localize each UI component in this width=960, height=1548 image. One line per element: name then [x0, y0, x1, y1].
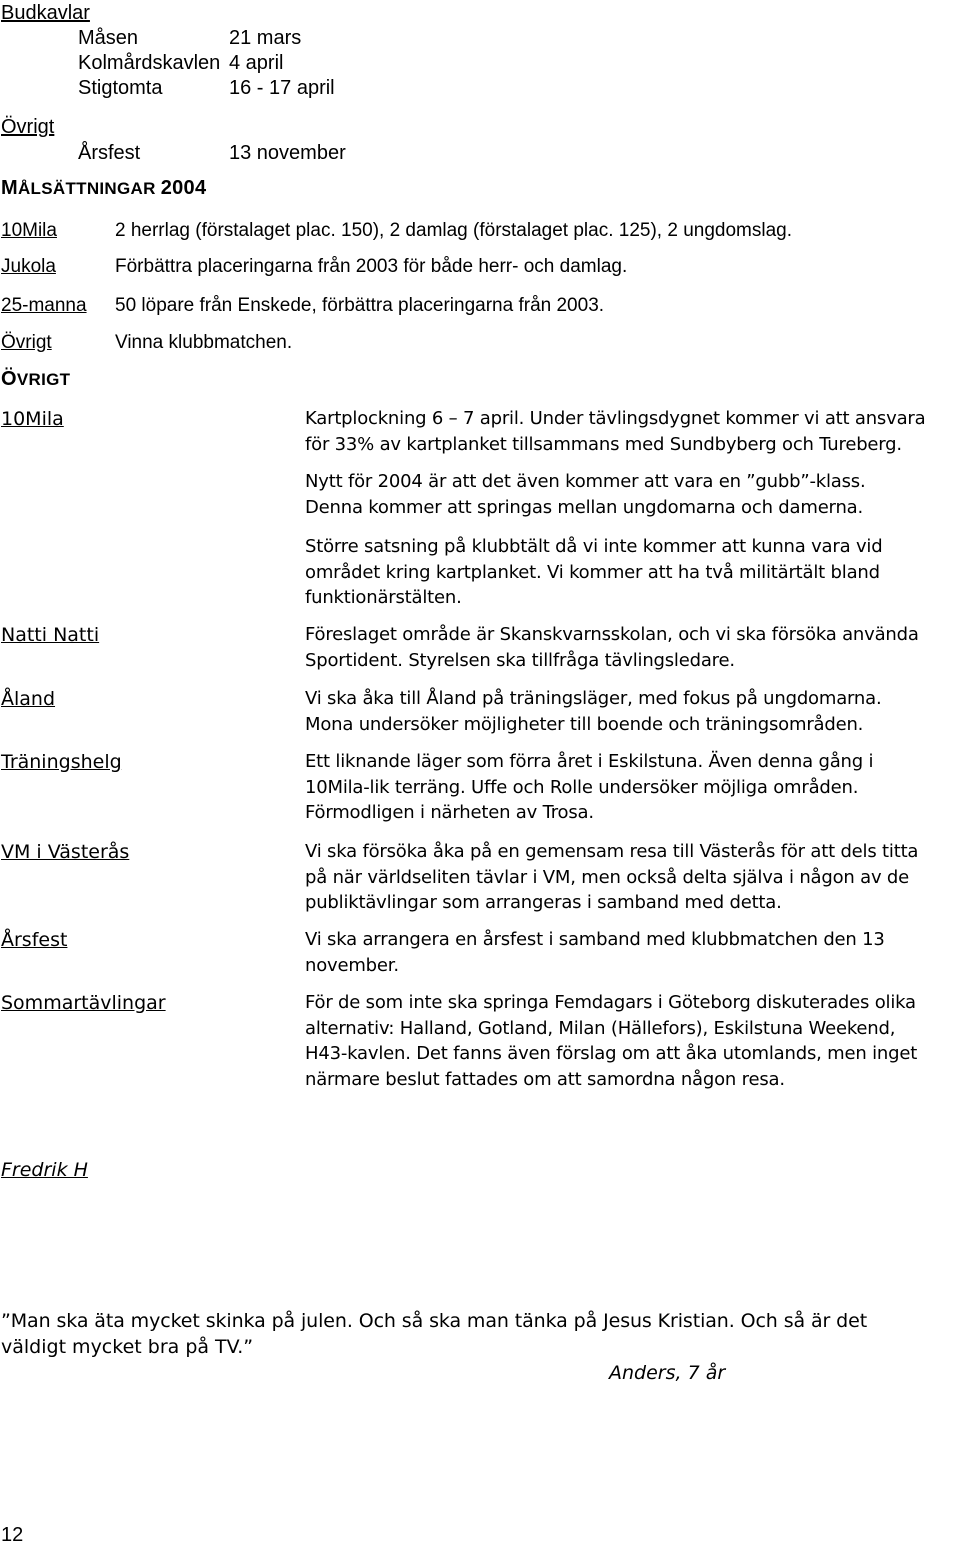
- paragraph-line: Denna kommer att springas mellan ungdomarna och damerna.: [305, 496, 864, 518]
- budkavlar-race-date: 16 - 17 april: [229, 77, 335, 99]
- malsattningar-heading-rest: ÅLSÄTTNINGAR: [17, 179, 156, 198]
- malsattningar-year: 2004: [160, 177, 207, 199]
- topic-paragraph: [305, 839, 960, 916]
- budkavlar-race-date: 4 april: [229, 52, 284, 74]
- ovrigt-event-name: Årsfest: [78, 142, 141, 164]
- page-number: 12: [1, 1524, 24, 1546]
- topic-label: VM i Västerås: [1, 841, 130, 863]
- paragraph-line: Föreslaget område är Skanskvarnsskolan, och vi ska försöka använda: [305, 624, 919, 645]
- malsattningar-heading-initial: M: [1, 177, 18, 199]
- paragraph-line: Vi ska försöka åka på en gemensam resa till Västerås för att dels titta: [305, 841, 919, 862]
- paragraph-line: Vi ska arrangera en årsfest i samband med klubbmatchen den 13: [305, 929, 885, 950]
- paragraph-line: Större satsning på klubbtält då vi inte kommer att kunna vara vid: [305, 536, 883, 557]
- paragraph-line: funktionärstälten.: [305, 587, 462, 608]
- paragraph-line: Ett liknande läger som förra året i Eskilstuna. Även denna gång i: [305, 751, 874, 772]
- paragraph-line: för 33% av kartplanket tillsammans med Sundbyberg och Tureberg.: [305, 433, 902, 455]
- goal-label: 25-manna: [1, 295, 87, 316]
- signature: Fredrik H: [1, 1159, 88, 1181]
- topic-paragraph: [305, 749, 960, 826]
- topic-paragraph: [305, 927, 960, 978]
- quote-line: väldigt mycket bra på TV.”: [1, 1336, 254, 1358]
- paragraph-line: För de som inte ska springa Femdagars i Göteborg diskuterades olika: [305, 992, 916, 1013]
- quote-line: ”Man ska äta mycket skinka på julen. Och så ska man tänka på Jesus Kristian. Och så är det: [1, 1310, 868, 1332]
- paragraph-line: närmare beslut fattades om att samordna någon resa.: [305, 1068, 785, 1090]
- goal-label: 10Mila: [1, 220, 57, 241]
- paragraph-line: Sportident. Styrelsen ska tillfråga tävlingsledare.: [305, 649, 735, 671]
- ovrigt-section-heading: [1, 368, 70, 391]
- paragraph-line: Nytt för 2004 är att det även kommer att vara en ”gubb”-klass.: [305, 471, 866, 492]
- topic-label: Natti Natti: [1, 624, 100, 646]
- paragraph-line: Mona undersöker möjligheter till boende och träningsområden.: [305, 713, 864, 735]
- goal-text: Vinna klubbmatchen.: [115, 332, 293, 353]
- budkavlar-heading: Budkavlar: [1, 2, 90, 24]
- budkavlar-race-date: 21 mars: [229, 27, 302, 49]
- ovrigt-event-date: 13 november: [229, 142, 346, 164]
- goal-label: Jukola: [1, 256, 56, 277]
- paragraph-line: området kring kartplanket. Vi kommer att ha två militärtält bland: [305, 561, 880, 583]
- paragraph-line: H43-kavlen. Det fanns även förslag om att åka utomlands, men inget: [305, 1043, 918, 1064]
- ovrigt-section-heading-rest: VRIGT: [16, 370, 71, 389]
- paragraph-line: november.: [305, 954, 399, 976]
- goal-text: 50 löpare från Enskede, förbättra placeringarna från 2003.: [115, 295, 605, 316]
- topic-paragraph: [305, 622, 960, 673]
- goal-label: Övrigt: [1, 332, 52, 353]
- ovrigt-heading: Övrigt: [1, 116, 55, 138]
- budkavlar-race-name: Kolmårdskavlen: [78, 52, 221, 74]
- paragraph-line: Förmodligen i närheten av Trosa.: [305, 802, 594, 823]
- topic-paragraph: [305, 469, 960, 520]
- paragraph-line: Kartplockning 6 – 7 april. Under tävlingsdygnet kommer vi att ansvara: [305, 408, 926, 429]
- topic-label: 10Mila: [1, 408, 64, 430]
- topic-paragraph: [305, 406, 960, 457]
- paragraph-line: Vi ska åka till Åland på träningsläger, med fokus på ungdomarna.: [305, 688, 882, 709]
- topic-paragraph: [305, 686, 960, 737]
- paragraph-line: 10Mila-lik terräng. Uffe och Rolle undersöker möjliga områden.: [305, 776, 859, 798]
- topic-label: Årsfest: [1, 929, 68, 951]
- topic-label: Träningshelg: [1, 751, 122, 773]
- malsattningar-heading: [1, 177, 206, 200]
- budkavlar-race-name: Måsen: [78, 27, 139, 49]
- topic-paragraph: [305, 534, 960, 611]
- quote-author: Anders, 7 år: [609, 1362, 726, 1384]
- ovrigt-section-heading-initial: Ö: [1, 368, 17, 390]
- topic-label: Åland: [1, 688, 56, 710]
- topic-paragraph: [305, 990, 960, 1092]
- goal-text: Förbättra placeringarna från 2003 för både herr- och damlag.: [115, 256, 628, 277]
- topic-label: Sommartävlingar: [1, 992, 166, 1014]
- goal-text: 2 herrlag (förstalaget plac. 150), 2 damlag (förstalaget plac. 125), 2 ungdomslag.: [115, 220, 792, 241]
- paragraph-line: alternativ: Halland, Gotland, Milan (Hällefors), Eskilstuna Weekend,: [305, 1017, 896, 1039]
- paragraph-line: publiktävlingar som arrangeras i samband med detta.: [305, 892, 782, 913]
- paragraph-line: på när världseliten tävlar i VM, men också delta själva i någon av de: [305, 866, 910, 888]
- budkavlar-race-name: Stigtomta: [78, 77, 163, 99]
